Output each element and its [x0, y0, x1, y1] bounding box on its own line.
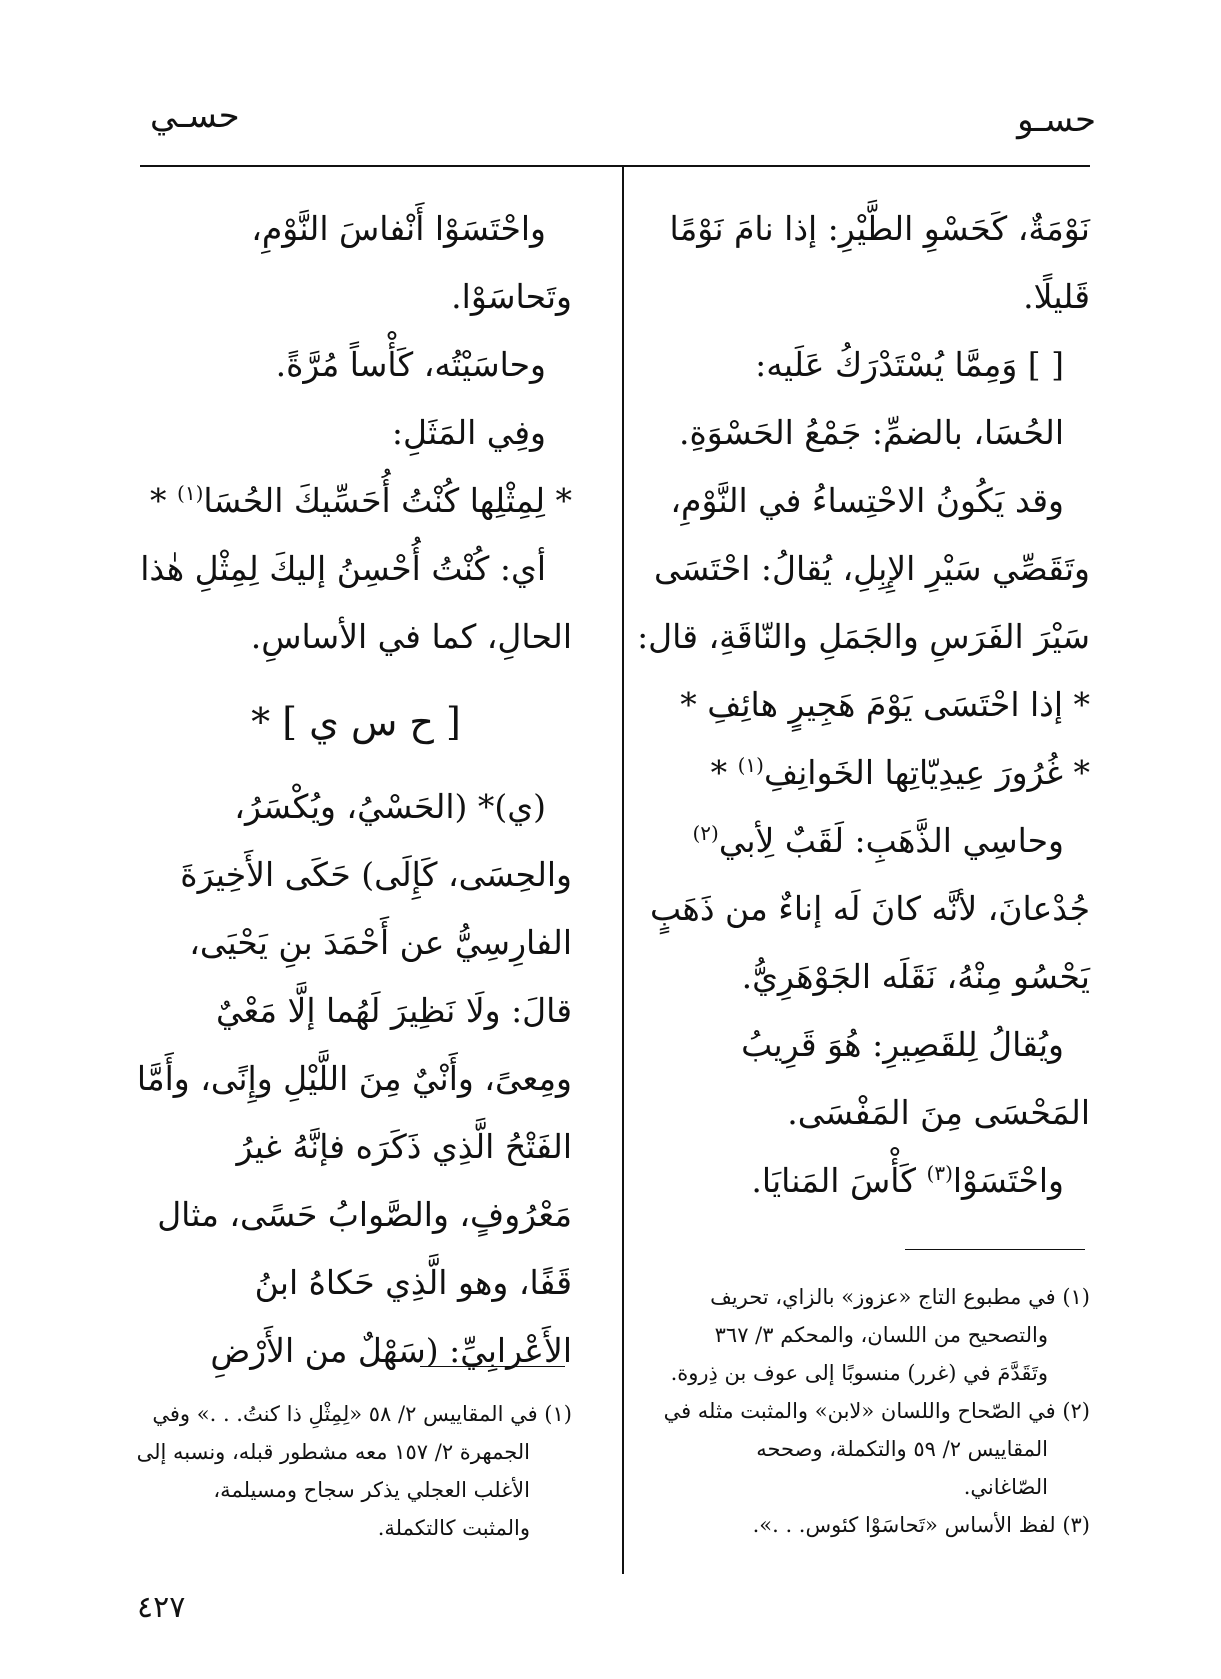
- text-line: نَوْمَةٌ، كَحَسْوِ الطَّيْرِ: إذا نامَ نَوْمًا: [669, 209, 1090, 248]
- text-line: واحْتَسَوْا أَنْفاسَ النَّوْمِ،: [251, 209, 546, 248]
- footnote-line: الجمهرة ٢/ ١٥٧ معه مشطور قبله، ونسبه إلى: [136, 1440, 530, 1464]
- footnote-rule-right: [905, 1249, 1085, 1250]
- footnote-line: الصّاغاني.: [963, 1475, 1048, 1499]
- footnote-line: المقاييس ٢/ ٥٩ والتكملة، وصححه: [756, 1437, 1048, 1461]
- verse-star: *: [710, 753, 728, 792]
- footnote-line: (١) في مطبوع التاج «عزوز» بالزاي، تحريف: [710, 1285, 1090, 1309]
- text-line: الأَعْرابِيِّ: (سَهْلٌ من الأَرْضِ: [210, 1331, 572, 1370]
- footnote-marker: (١): [177, 481, 204, 505]
- header-rule: [140, 165, 1090, 167]
- footnote-line: والتصحيح من اللسان، والمحكم ٣/ ٣٦٧: [714, 1323, 1048, 1347]
- footnote-rule-left: [420, 1366, 565, 1367]
- verse-line: [140, 467, 572, 535]
- line-text: كَأْسَ المَنايَا.: [751, 1161, 916, 1200]
- text-line: وحاسَيْتُه، كَأْساً مُرَّةً.: [275, 345, 546, 384]
- line-text: واحْتَسَوْا: [952, 1161, 1064, 1200]
- text-line: [650, 1147, 1090, 1215]
- text-line: [650, 807, 1090, 875]
- text-line: المَحْسَى مِنَ المَفْسَى.: [787, 1093, 1090, 1132]
- text-line: والحِسَى، كَإِلَى) حَكَى الأَخِيرَةَ: [180, 855, 572, 894]
- footnote-line: الأغلب العجلي يذكر سجاح ومسيلمة،: [213, 1478, 530, 1502]
- page-number: ٤٢٧: [137, 1590, 186, 1625]
- footnotes-right: [650, 1278, 1090, 1544]
- right-column: [637, 195, 1090, 1215]
- text-line: الفارِسِيُّ عن أَحْمَدَ بنِ يَحْيَى،: [189, 923, 572, 962]
- text-line: وقد يَكُونُ الاحْتِساءُ في النَّوْمِ،: [670, 481, 1064, 520]
- text-line: سَيْرَ الفَرَسِ والجَمَلِ والنّاقَةِ، قال:: [637, 617, 1090, 656]
- line-text: وحاسِي الذَّهَبِ: لَقَبٌ لِأبي: [718, 821, 1064, 860]
- footnote-marker: (٣): [926, 1161, 953, 1185]
- text-line: الحُسَا، بالضمِّ: جَمْعُ الحَسْوَةِ.: [679, 413, 1064, 452]
- footnote-line: (٢) في الصّحاح واللسان «لابن» والمثبت مثله في: [663, 1399, 1090, 1423]
- text-line: وتَقَصِّي سَيْرِ الإِبِلِ، يُقالُ: احْتَسَى: [653, 549, 1090, 588]
- running-header-right: حسـو: [1017, 100, 1096, 140]
- text-line: قالَ: ولَا نَظِيرَ لَهُما إلَّا مَعْيٌ: [215, 991, 572, 1030]
- verse-text: * غُرُورَ عِيدِيّاتِها الخَوانِفِ: [763, 753, 1090, 792]
- verse-line: [650, 739, 1090, 807]
- footnote-line: وتَقَدَّمَ في (غرر) منسوبًا إلى عوف بن ذِروة.: [670, 1361, 1048, 1385]
- footnote-line: (١) في المقاييس ٢/ ٥٨ «لِمِثْلِ ذا كنتُ. . .» وفي: [152, 1402, 572, 1426]
- running-header-left: حسـي: [150, 96, 240, 136]
- footnote-line: (٣) لفظ الأساس «تَحاسَوْا كئوس. . .».: [752, 1513, 1090, 1537]
- text-line: الحالِ، كما في الأساسِ.: [250, 617, 572, 656]
- column-divider: [622, 166, 624, 1574]
- text-line: مَعْرُوفٍ، والصَّوابُ حَسًى، مثال: [157, 1195, 572, 1234]
- footnote-marker: (٢): [692, 821, 719, 845]
- left-column: [136, 195, 572, 1385]
- text-line: أي: كُنْتُ أُحْسِنُ إليكَ لِمِثْلِ هٰذا: [140, 549, 546, 588]
- verse-line: * إذا احْتَسَى يَوْمَ هَجِيرٍ هائِفِ *: [680, 685, 1090, 724]
- entry-heading: [ ح س ي ] *: [251, 700, 461, 744]
- text-line: وفِي المَثَلِ:: [391, 413, 546, 452]
- text-line: قَليلًا.: [1023, 277, 1090, 316]
- text-line: ويُقالُ لِلقَصِيرِ: هُوَ قَرِيبُ: [741, 1025, 1064, 1064]
- text-line: قَفًا، وهو الَّذِي حَكاهُ ابنُ: [254, 1263, 572, 1302]
- footnote-line: والمثبت كالتكملة.: [377, 1516, 530, 1540]
- text-line: [ ] وَمِمَّا يُسْتَدْرَكُ عَلَيه:: [755, 345, 1064, 384]
- footnote-marker: (١): [737, 753, 764, 777]
- text-line: وتَحاسَوْا.: [451, 277, 572, 316]
- verse-text: * لِمِثْلِها كُنْتُ أُحَسِّيكَ الحُسَا: [203, 481, 572, 520]
- text-line: (ي)* (الحَسْيُ، ويُكْسَرُ،: [234, 787, 546, 826]
- verse-star: *: [150, 481, 167, 520]
- text-line: ومِعىً، وأَنْيٌ مِنَ اللَّيْلِ وإِنًى، وأَمَّا: [136, 1059, 572, 1098]
- text-line: الفَتْحُ الَّذِي ذَكَرَه فإنَّهُ غيرُ: [236, 1127, 572, 1166]
- text-line: يَحْسُو مِنْهُ، نَقَلَه الجَوْهَرِيُّ.: [741, 957, 1090, 996]
- footnotes-left: [136, 1395, 572, 1547]
- text-line: جُدْعانَ، لأنَّه كانَ لَه إناءٌ من ذَهَبٍ: [650, 889, 1090, 928]
